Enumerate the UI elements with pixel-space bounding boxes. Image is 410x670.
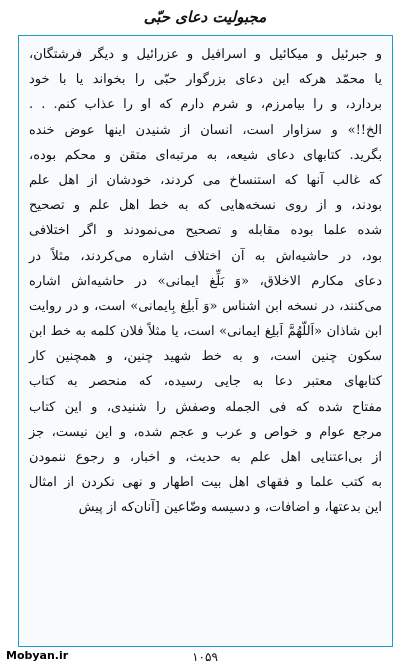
text-line: سکون چنین است، و به خط شهید چنین، و همچنین کار [29, 349, 382, 365]
text-line: یا محمّد هرکه این دعای بزرگوار حبّی را بخواند یا با خود [29, 72, 382, 88]
text-frame [18, 35, 393, 647]
page-number: ۱۰۵۹ [192, 650, 218, 664]
text-line: کتابهای معتبر دعا به جایی رسیده، که منحصر به کتاب [29, 374, 382, 390]
text-line: الخ!!» و سزاوار است، انسان از شنیدن اینها عوض خنده [29, 122, 382, 138]
text-line: مرجع عوام و خواص و عرب و عجم شده، و این نیست، جز [29, 424, 382, 440]
text-line: و جبرئیل و میکائیل و اسرافیل و عزرائیل و دیگر فرشتگان، [29, 47, 382, 62]
text-line: بودند، و از روی نسخه‌هایی که به خط اهل علم و تصحیح [29, 198, 382, 214]
page-title: مجبولیت دعای حبّی [143, 8, 267, 26]
text-line: این بدعتها، و اضافات، و دسیسه وضّاعین [آنان‌که از پیش [78, 500, 382, 516]
text-line: می‌کنند، در نسخه ابن اشناس «وَ اَبلِغ بِایمانی» است، و در روایت [29, 298, 382, 314]
text-line: مفتاح شده که فی الجمله وصفش را شنیدی، و این کتاب [29, 399, 382, 415]
text-line: دعای مکارم الاخلاق، «وَ بَلِّغ ایمانی» در حاشیه‌اش اشاره [29, 273, 382, 289]
text-line: از بی‌اعتنایی اهل علم به حدیث، و اخبار، و رجوع ننمودن [29, 450, 382, 465]
body-text [19, 42, 392, 521]
text-line: شده علما بوده مقابله و تصحیح می‌نمودند و اگر اختلافی [29, 223, 382, 239]
text-line: بود، در حاشیه‌اش به آن اختلاف اشاره می‌کردند، مثلاً در [29, 248, 382, 264]
text-line: بردارد، و را بیامرزم، و شرم دارم که او را عذاب کنم. . . [29, 97, 382, 113]
text-line: که غالب آنها که استنساخ می کردند، خودشان از اهل علم [29, 172, 382, 188]
text-line: ابن شاذان «اَللّهُمَّ اَبلِغ ایمانی» است، یا مثلاً فلان کلمه به خط ابن [29, 324, 382, 340]
site-watermark: Mobyan.ir [6, 649, 69, 662]
text-line: بگرید. کتابهای دعای شیعه، به مرتبه‌ای متقن و محکم بوده، [29, 147, 382, 163]
text-line: به کتب علما و فقهای اهل بیت اطهار و نهی نکردن از امثال [29, 475, 382, 491]
